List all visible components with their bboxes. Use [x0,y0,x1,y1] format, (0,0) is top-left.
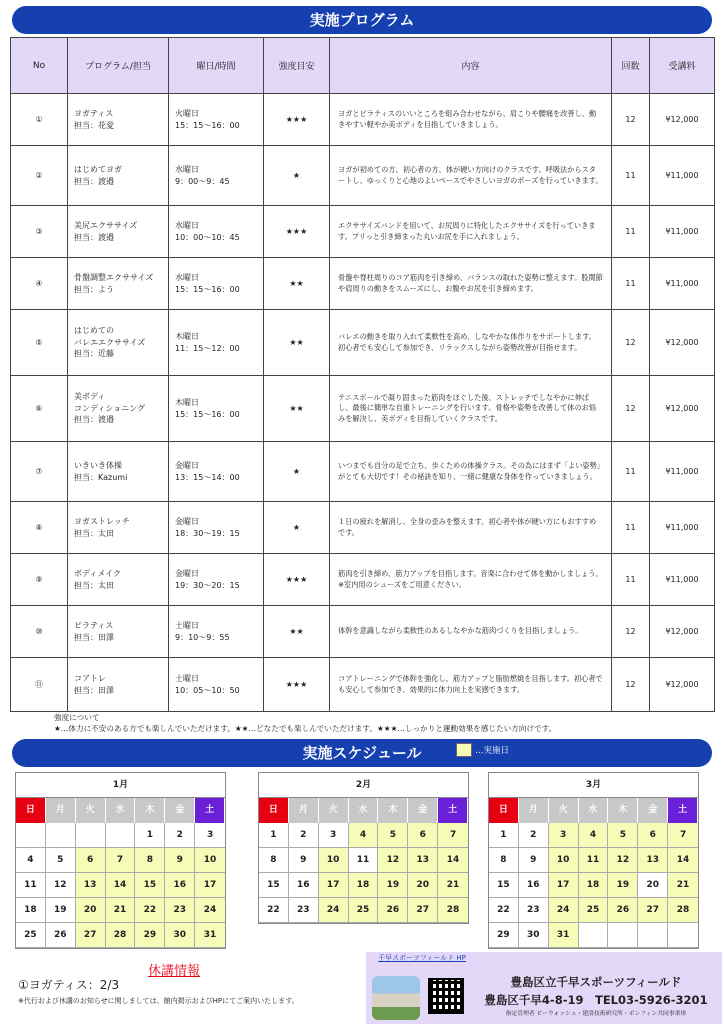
calendar-day: 11 [579,848,609,873]
header-count: 回数 [612,38,650,94]
calendar-day: 5 [46,848,76,873]
row-fee: ¥12,000 [650,310,715,376]
calendar-day: 12 [608,848,638,873]
calendar-day: 6 [408,823,438,848]
row-day [169,310,264,376]
intensity-note-label: 強度について [54,713,100,722]
calendar-day: 13 [408,848,438,873]
row-day [169,206,264,258]
program-day: 水曜日 [175,220,199,230]
calendar-day: 24 [319,898,349,923]
calendar-day: 6 [638,823,668,848]
calendar-day-empty [668,923,698,948]
row-intensity: ★★★ [264,554,330,606]
program-name: ヨガティス [74,108,114,118]
program-teacher: 担当：よう [74,284,114,294]
row-content: いつまでも自分の足で立ち、歩くための体操クラス。その為にはまず「よい姿勢」がとても大切です！その秘訣を知り、一緒に健康な身体を作っていきましょう。 [330,442,612,502]
row-fee: ¥11,000 [650,442,715,502]
weekday-header: 火 [319,798,349,823]
header-intensity: 強度目安 [264,38,330,94]
weekday-header: 土 [438,798,468,823]
calendar-day: 31 [195,923,225,948]
calendar-month: 2月 [259,773,468,798]
calendar-day: 7 [438,823,468,848]
row-content: 体幹を意識しながら柔軟性のあるしなやかな筋肉づくりを目指しましょう。 [330,606,612,658]
calendar-day: 30 [165,923,195,948]
header-no: No [11,38,68,94]
calendar-month: 3月 [489,773,698,798]
program-day: 水曜日 [175,164,199,174]
row-no: ⑦ [11,442,68,502]
table-row [11,606,715,658]
row-no: ② [11,146,68,206]
program-time: 9：10〜9：55 [175,632,230,642]
intensity-note [54,712,556,735]
program-name: はじめてヨガ [74,164,122,174]
row-no: ③ [11,206,68,258]
weekday-header: 土 [195,798,225,823]
row-intensity: ★★ [264,258,330,310]
row-intensity: ★★★ [264,94,330,146]
table-row [11,554,715,606]
calendar-day: 4 [349,823,379,848]
table-header-row [11,38,715,94]
calendar-day-empty [579,923,609,948]
calendar-day: 18 [16,898,46,923]
row-content: 骨盤や脊柱周りのコア筋肉を引き締め、バランスの取れた姿勢に整えます。股関節や肩周りの動きをスムーズにし、お腹やお尻を引き締めます。 [330,258,612,310]
row-count: 11 [612,206,650,258]
program-name: ボディメイク [74,568,122,578]
weekday-header: 月 [46,798,76,823]
row-content: エクササイズバンドを用いて、お尻周りに特化したエクササイズを行っていきます。プリっと引き締まった丸いお尻を手に入れましょう。 [330,206,612,258]
calendar-day: 25 [349,898,379,923]
calendar-day: 14 [438,848,468,873]
facility-photo [372,976,420,1020]
header-day: 曜日/時間 [169,38,264,94]
row-fee: ¥12,000 [650,658,715,712]
calendar-day: 2 [519,823,549,848]
calendar-month: 1月 [16,773,225,798]
program-time: 19：30〜20：15 [175,580,240,590]
row-count: 12 [612,94,650,146]
program-teacher: 担当：太田 [74,528,114,538]
calendar-day: 17 [319,873,349,898]
row-program [68,658,169,712]
row-day [169,658,264,712]
calendar-day: 7 [106,848,136,873]
row-intensity: ★★ [264,606,330,658]
program-day: 木曜日 [175,331,199,341]
weekday-header: 日 [16,798,46,823]
calendar-day: 5 [378,823,408,848]
weekday-header: 月 [519,798,549,823]
weekday-header: 木 [608,798,638,823]
program-day: 土曜日 [175,673,199,683]
row-count: 12 [612,606,650,658]
table-row [11,310,715,376]
row-no: ⑨ [11,554,68,606]
calendar-day: 18 [579,873,609,898]
program-name: 美尻エクササイズ [74,220,138,230]
calendar-day: 22 [489,898,519,923]
row-count: 11 [612,146,650,206]
row-no: ⑧ [11,502,68,554]
program-table [10,37,715,712]
row-count: 12 [612,376,650,442]
row-fee: ¥11,000 [650,502,715,554]
calendar-day-empty [608,923,638,948]
calendar-day: 22 [259,898,289,923]
calendar-day: 13 [76,873,106,898]
row-intensity: ★ [264,502,330,554]
program-teacher: 担当：田澤 [74,632,114,642]
row-day [169,94,264,146]
row-fee: ¥12,000 [650,94,715,146]
row-no: ⑤ [11,310,68,376]
calendar-day: 6 [76,848,106,873]
calendar-day: 12 [378,848,408,873]
row-no: ④ [11,258,68,310]
row-no: ⑪ [11,658,68,712]
calendar-day: 16 [165,873,195,898]
program-day: 木曜日 [175,397,199,407]
calendar-day: 20 [638,873,668,898]
calendar-day: 31 [549,923,579,948]
calendar-day: 27 [638,898,668,923]
program-name: 美ボディ [74,392,106,402]
header-content: 内容 [330,38,612,94]
program-name: ヨガストレッチ [74,516,130,526]
program-day: 火曜日 [175,108,199,118]
row-count: 11 [612,442,650,502]
calendar-day: 12 [46,873,76,898]
row-content: コアトレーニングで体幹を強化し、筋力アップと脂肪燃焼を目指します。初心者でも安心して参加でき、効果的に体力向上を実感できます。 [330,658,612,712]
facility-info [476,974,716,1010]
row-intensity: ★★ [264,310,330,376]
program-teacher: 担当：渡邉 [74,232,114,242]
legend-swatch [456,743,472,757]
weekday-header: 火 [76,798,106,823]
program-time: 10：00〜10：45 [175,232,240,242]
program-title: 実施プログラム [12,6,712,34]
program-time: 11：15〜12：00 [175,343,240,353]
calendar-day [16,823,46,848]
row-fee: ¥12,000 [650,376,715,442]
qr-code-icon[interactable] [428,978,464,1014]
calendar-day: 1 [259,823,289,848]
row-count: 12 [612,658,650,712]
calendar-day: 25 [579,898,609,923]
calendar-day: 20 [76,898,106,923]
calendar-day: 29 [489,923,519,948]
header-program: プログラム/担当 [68,38,169,94]
calendar-day: 26 [46,923,76,948]
calendar-day [106,823,136,848]
calendar-day: 3 [319,823,349,848]
calendar-day: 18 [349,873,379,898]
weekday-header: 日 [489,798,519,823]
calendar-day: 28 [668,898,698,923]
calendar-day: 23 [519,898,549,923]
calendar-day: 24 [195,898,225,923]
program-name-2: バレエエクササイズ [74,337,146,347]
row-program [68,146,169,206]
row-content: 筋肉を引き締め、筋力アップを目指します。音楽に合わせて体を動かしましょう。 ※室内用のシューズをご用意ください。 [330,554,612,606]
program-teacher: 担当：渡邉 [74,415,114,425]
calendar-day: 4 [16,848,46,873]
calendar-day: 15 [259,873,289,898]
program-time: 15：15〜16：00 [175,409,240,419]
program-time: 10：05〜10：50 [175,685,240,695]
row-content: ヨガが初めての方、初心者の方、体が硬い方向けのクラスです。呼吸法からスタートし、ゆっくりと心地のよいペースでやさしいヨガのポーズを行っていきます。 [330,146,612,206]
row-day [169,502,264,554]
row-count: 11 [612,554,650,606]
program-day: 水曜日 [175,272,199,282]
legend-label: …実施日 [475,746,510,756]
calendar-day: 19 [378,873,408,898]
row-day [169,146,264,206]
row-day [169,554,264,606]
program-name: はじめての [74,326,114,336]
calendar-day: 27 [76,923,106,948]
table-row [11,376,715,442]
program-name: 骨盤調整エクササイズ [74,272,154,282]
calendar-day-empty [638,923,668,948]
calendar-february [258,772,469,924]
calendar-day [76,823,106,848]
weekday-header: 金 [165,798,195,823]
row-fee: ¥11,000 [650,206,715,258]
calendar-day: 8 [489,848,519,873]
row-day [169,442,264,502]
cancel-title: 休講情報 [148,964,201,979]
program-teacher: 担当：Kazumi [74,472,128,482]
calendar-day: 22 [135,898,165,923]
schedule-title: 実施スケジュール [12,739,712,767]
calendar-day: 19 [608,873,638,898]
table-row [11,146,715,206]
calendar-day: 4 [579,823,609,848]
calendar-day: 25 [16,923,46,948]
calendar-day: 8 [135,848,165,873]
row-content: ヨガとピラティスのいいところを組み合わせながら、肩こりや腰痛を改善し、動きやすい軽やか美ボディを目指していきましょう。 [330,94,612,146]
program-time: 15：15〜16：00 [175,284,240,294]
calendar-day: 8 [259,848,289,873]
row-count: 12 [612,310,650,376]
calendar-day: 9 [519,848,549,873]
calendar-day: 24 [549,898,579,923]
table-row [11,658,715,712]
calendar-day: 29 [135,923,165,948]
weekday-header: 金 [638,798,668,823]
row-no: ⑥ [11,376,68,442]
row-no: ① [11,94,68,146]
row-fee: ¥12,000 [650,606,715,658]
calendar-day: 21 [438,873,468,898]
facility-address: 豊島区千早4-8-19 TEL03-5926-3201 [484,992,708,1007]
calendar-day: 28 [106,923,136,948]
row-content: バレエの動きを取り入れて柔軟性を高め、しなやかな体作りをサポートします。初心者でも安心して参加でき、リラックスしながら姿勢改善が目指せます。 [330,310,612,376]
row-intensity: ★★★ [264,658,330,712]
row-count: 11 [612,502,650,554]
row-content: テニスボールで凝り固まった筋肉をほぐした後、ストレッチでしなやかに伸ばし、最後に簡単な自重トレーニングを行います。骨格や姿勢を改善して体のお悩みを解決し、美ボディを目指していくクラスです。 [330,376,612,442]
calendar-day: 10 [549,848,579,873]
program-day: 金曜日 [175,568,199,578]
row-program [68,606,169,658]
calendar-day: 15 [135,873,165,898]
calendar-day: 1 [489,823,519,848]
calendar-day: 16 [519,873,549,898]
row-program [68,554,169,606]
table-row [11,442,715,502]
calendar-march [488,772,699,949]
calendar-day: 11 [16,873,46,898]
row-program [68,502,169,554]
facility-manager: 指定管理者 ピーウォッシュ・建設技術研究所・ボンフィン共同事業体 [505,1011,687,1017]
calendar-day: 23 [165,898,195,923]
program-teacher: 担当：渡邉 [74,176,114,186]
calendar-day: 30 [519,923,549,948]
row-program [68,258,169,310]
row-program [68,94,169,146]
calendar-day: 2 [289,823,319,848]
facility-name: 豊島区立千早スポーツフィールド [510,975,682,989]
calendar-day: 27 [408,898,438,923]
weekday-header: 金 [408,798,438,823]
calendar-day: 11 [349,848,379,873]
calendar-day [46,823,76,848]
calendar-day: 17 [195,873,225,898]
weekday-header: 木 [135,798,165,823]
row-fee: ¥11,000 [650,258,715,310]
row-no: ⑩ [11,606,68,658]
program-time: 18：30〜19：15 [175,528,240,538]
row-intensity: ★ [264,442,330,502]
calendar-day: 19 [46,898,76,923]
calendar-day: 21 [106,898,136,923]
row-intensity: ★ [264,146,330,206]
table-row [11,502,715,554]
legend [456,743,509,757]
weekday-header: 日 [259,798,289,823]
row-day [169,376,264,442]
table-row [11,94,715,146]
weekday-header: 月 [289,798,319,823]
row-content: １日の疲れを解消し、全身の歪みを整えます。初心者や体が硬い方にもおすすめです。 [330,502,612,554]
calendar-day: 9 [165,848,195,873]
program-day: 金曜日 [175,460,199,470]
header-fee: 受講料 [650,38,715,94]
calendar-day: 3 [549,823,579,848]
weekday-header: 土 [668,798,698,823]
calendar-day: 13 [638,848,668,873]
row-program [68,206,169,258]
program-time: 15：15〜16：00 [175,120,240,130]
program-time: 9：00〜9：45 [175,176,230,186]
row-intensity: ★★ [264,376,330,442]
calendar-day: 21 [668,873,698,898]
program-day: 土曜日 [175,620,199,630]
calendar-day: 9 [289,848,319,873]
row-program [68,310,169,376]
calendar-day: 16 [289,873,319,898]
calendar-day: 10 [319,848,349,873]
calendar-day: 14 [668,848,698,873]
row-intensity: ★★★ [264,206,330,258]
weekday-header: 火 [549,798,579,823]
cancel-item: ①ヨガティス：2/3 [18,978,120,992]
weekday-header: 水 [106,798,136,823]
weekday-header: 水 [579,798,609,823]
program-teacher: 担当：近藤 [74,349,114,359]
program-name: コアトレ [74,673,106,683]
calendar-day: 1 [135,823,165,848]
program-name-2: コンディショニング [74,403,146,413]
program-teacher: 担当：花愛 [74,120,114,130]
footnote: ※代行および休講のお知らせに関しましては、館内掲示およびHPにてご案内いたします。 [18,997,299,1005]
calendar-day: 26 [608,898,638,923]
calendar-day: 26 [378,898,408,923]
calendar-day: 28 [438,898,468,923]
row-day [169,606,264,658]
calendar-day: 23 [289,898,319,923]
program-teacher: 担当：太田 [74,580,114,590]
calendar-day: 17 [549,873,579,898]
calendar-day: 10 [195,848,225,873]
calendar-day: 20 [408,873,438,898]
weekday-header: 木 [378,798,408,823]
calendar-january [15,772,226,949]
row-program [68,376,169,442]
hp-link[interactable]: 千早スポーツフィールド HP [378,954,466,962]
program-name: いきいき体操 [74,460,122,470]
row-program [68,442,169,502]
calendar-day: 2 [165,823,195,848]
row-fee: ¥11,000 [650,146,715,206]
program-time: 13：15〜14：00 [175,472,240,482]
program-name: ピラティス [74,620,114,630]
calendar-day: 3 [195,823,225,848]
table-row [11,258,715,310]
weekday-header: 水 [349,798,379,823]
row-day [169,258,264,310]
row-count: 11 [612,258,650,310]
intensity-note-text: ★…体力に不安のある方でも楽しんでいただけます。★★…どなたでも楽しんでいただけます。★★★…しっかりと運動効果を感じたい方向けです。 [54,724,557,734]
calendar-day: 5 [608,823,638,848]
table-row [11,206,715,258]
program-day: 金曜日 [175,516,199,526]
program-teacher: 担当：田澤 [74,685,114,695]
row-fee: ¥11,000 [650,554,715,606]
calendar-day: 14 [106,873,136,898]
calendar-day: 7 [668,823,698,848]
calendar-day: 15 [489,873,519,898]
